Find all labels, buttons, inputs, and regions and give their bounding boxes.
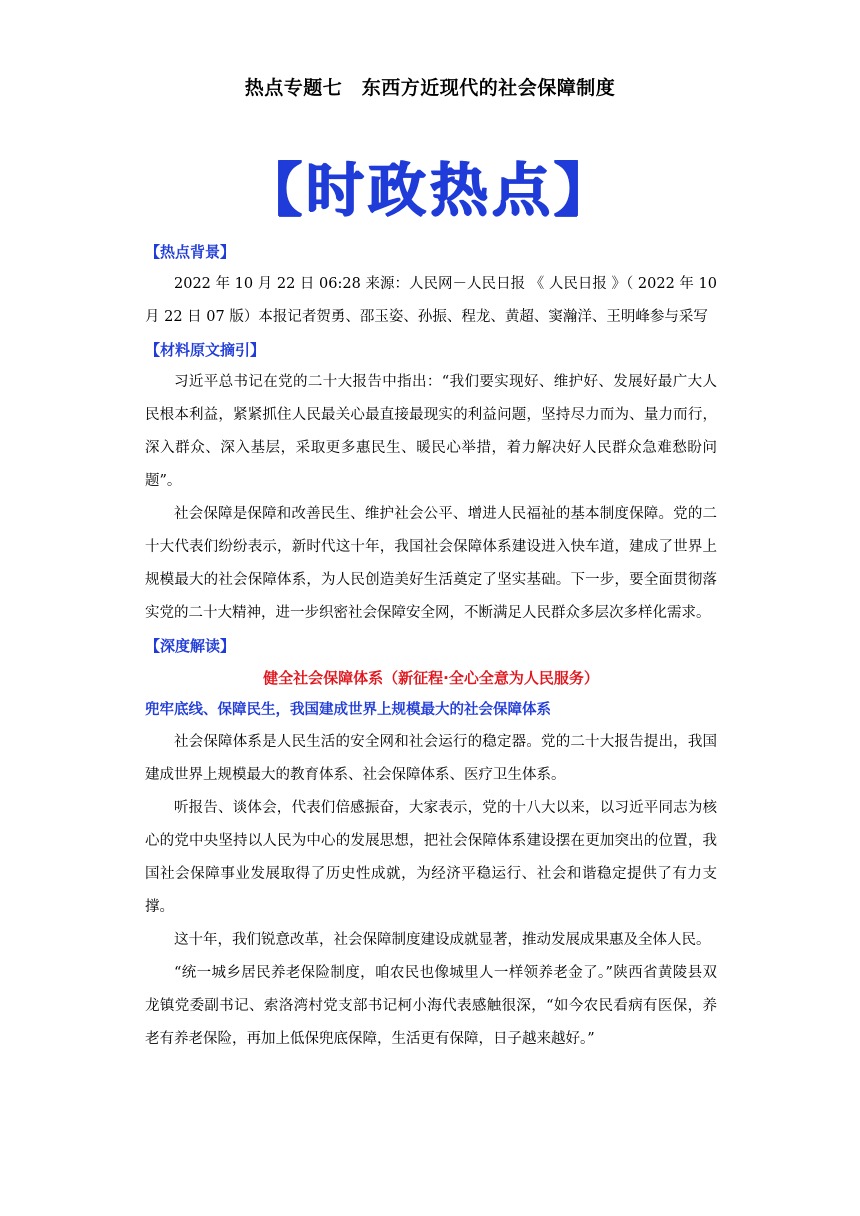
background-paragraph: 2022 年 10 月 22 日 06:28 来源：人民网－人民日报 《 人民日报 》（ 2022 年 10 月 22 日 07 版）本报记者贺勇、邵玉姿、孙振、程龙、黄超、窦瀚洋、王明峰参与采写 [145,276,717,325]
analysis-heading: 健全社会保障体系（新征程·全心全意为人民服务） [263,669,599,687]
analysis-subheading: 兜牢底线、保障民生，我国建成世界上规模最大的社会保障体系 [145,702,551,718]
analysis-paragraph-4: “统一城乡居民养老保险制度，咱农民也像城里人一样领养老金了。”陕西省黄陵县双龙镇党委副书记、索洛湾村党支部书记柯小海代表感触很深，“如今农民看病有医保，养老有养老保险，再加上低保兜底保障，生活更有保障，日子越来越好。” [145,965,717,1047]
excerpt-paragraph-1: 习近平总书记在党的二十大报告中指出：“我们要实现好、维护好、发展好最广大人民根本利益，紧紧抓住人民最关心最直接最现实的利益问题，坚持尽力而为、量力而行，深入群众、深入基层，采取更多惠民生、暖民心举措，着力解决好人民群众急难愁盼问题”。 [145,374,717,489]
analysis-label: 【深度解读】 [145,637,236,655]
analysis-paragraph-3: 这十年，我们锐意改革，社会保障制度建设成就显著，推动发展成果惠及全体人民。 [174,932,711,948]
excerpt-paragraph-2: 社会保障是保障和改善民生、维护社会公平、增进人民福祉的基本制度保障。党的二十大代表们纷纷表示，新时代这十年，我国社会保障体系建设进入快车道，建成了世界上规模最大的社会保障体系，为人民创造美好生活奠定了坚实基础。下一步，要全面贯彻落实党的二十大精神，进一步织密社会保障安全网，不断满足人民群众多层次多样化需求。 [145,506,717,621]
background-label: 【热点背景】 [145,243,236,261]
document-title: 热点专题七 东西方近现代的社会保障制度 [244,77,616,99]
analysis-paragraph-1: 社会保障体系是人民生活的安全网和社会运行的稳定器。党的二十大报告提出，我国建成世界上规模最大的教育体系、社会保障体系、医疗卫生体系。 [145,734,717,783]
document-body [145,236,717,1056]
analysis-paragraph-2: 听报告、谈体会，代表们倍感振奋，大家表示，党的十八大以来，以习近平同志为核心的党中央坚持以人民为中心的发展思想，把社会保障体系建设摆在更加突出的位置，我国社会保障事业发展取得了历史性成就，为经济平稳运行、社会和谐稳定提供了有力支撑。 [145,800,717,915]
excerpt-label: 【材料原文摘引】 [145,341,266,359]
hot-topic-banner: 【时政热点】 [243,156,616,224]
